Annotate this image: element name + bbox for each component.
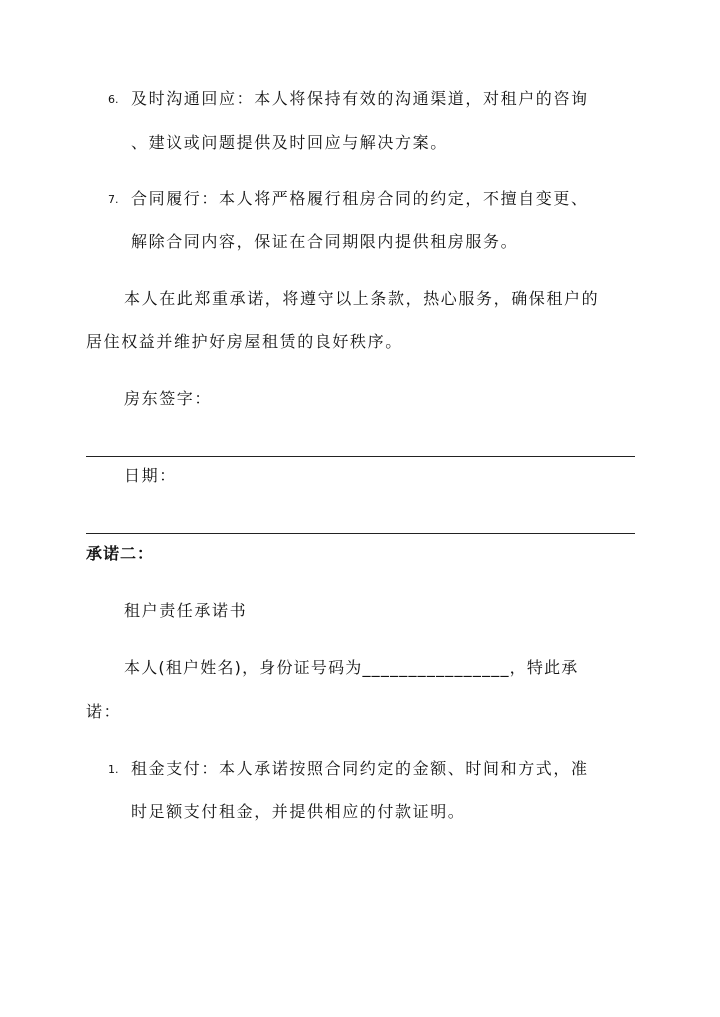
document-title: 租户责任承诺书: [124, 601, 248, 620]
date-label: 日期：: [124, 466, 177, 485]
clause-number: 1.: [108, 763, 119, 776]
section-heading: 承诺二：: [86, 544, 155, 563]
clause-text-continued: 解除合同内容，保证在合同期限内提供租房服务。: [131, 232, 519, 251]
closing-paragraph: 本人在此郑重承诺，将遵守以上条款，热心服务，确保租户的: [124, 289, 600, 308]
date-line: [86, 533, 635, 534]
clause-number: 6.: [108, 93, 119, 106]
closing-paragraph-continued: 居住权益并维护好房屋租赁的良好秩序。: [86, 332, 403, 351]
intro-paragraph-continued: 诺：: [86, 702, 122, 721]
clause-number: 7.: [108, 193, 119, 206]
clause-text-continued: 时足额支付租金，并提供相应的付款证明。: [131, 802, 466, 821]
clause-text: 租金支付：本人承诺按照合同约定的金额、时间和方式，准: [131, 759, 589, 778]
intro-paragraph: 本人(租户姓名)，身份证号码为________________，特此承: [124, 658, 579, 677]
clause-text: 合同履行：本人将严格履行租房合同的约定，不擅自变更、: [131, 189, 589, 208]
signature-label: 房东签字：: [124, 389, 213, 408]
clause-text: 及时沟通回应：本人将保持有效的沟通渠道，对租户的咨询: [131, 89, 589, 108]
signature-line: [86, 456, 635, 457]
clause-text-continued: 、建议或问题提供及时回应与解决方案。: [131, 133, 448, 152]
